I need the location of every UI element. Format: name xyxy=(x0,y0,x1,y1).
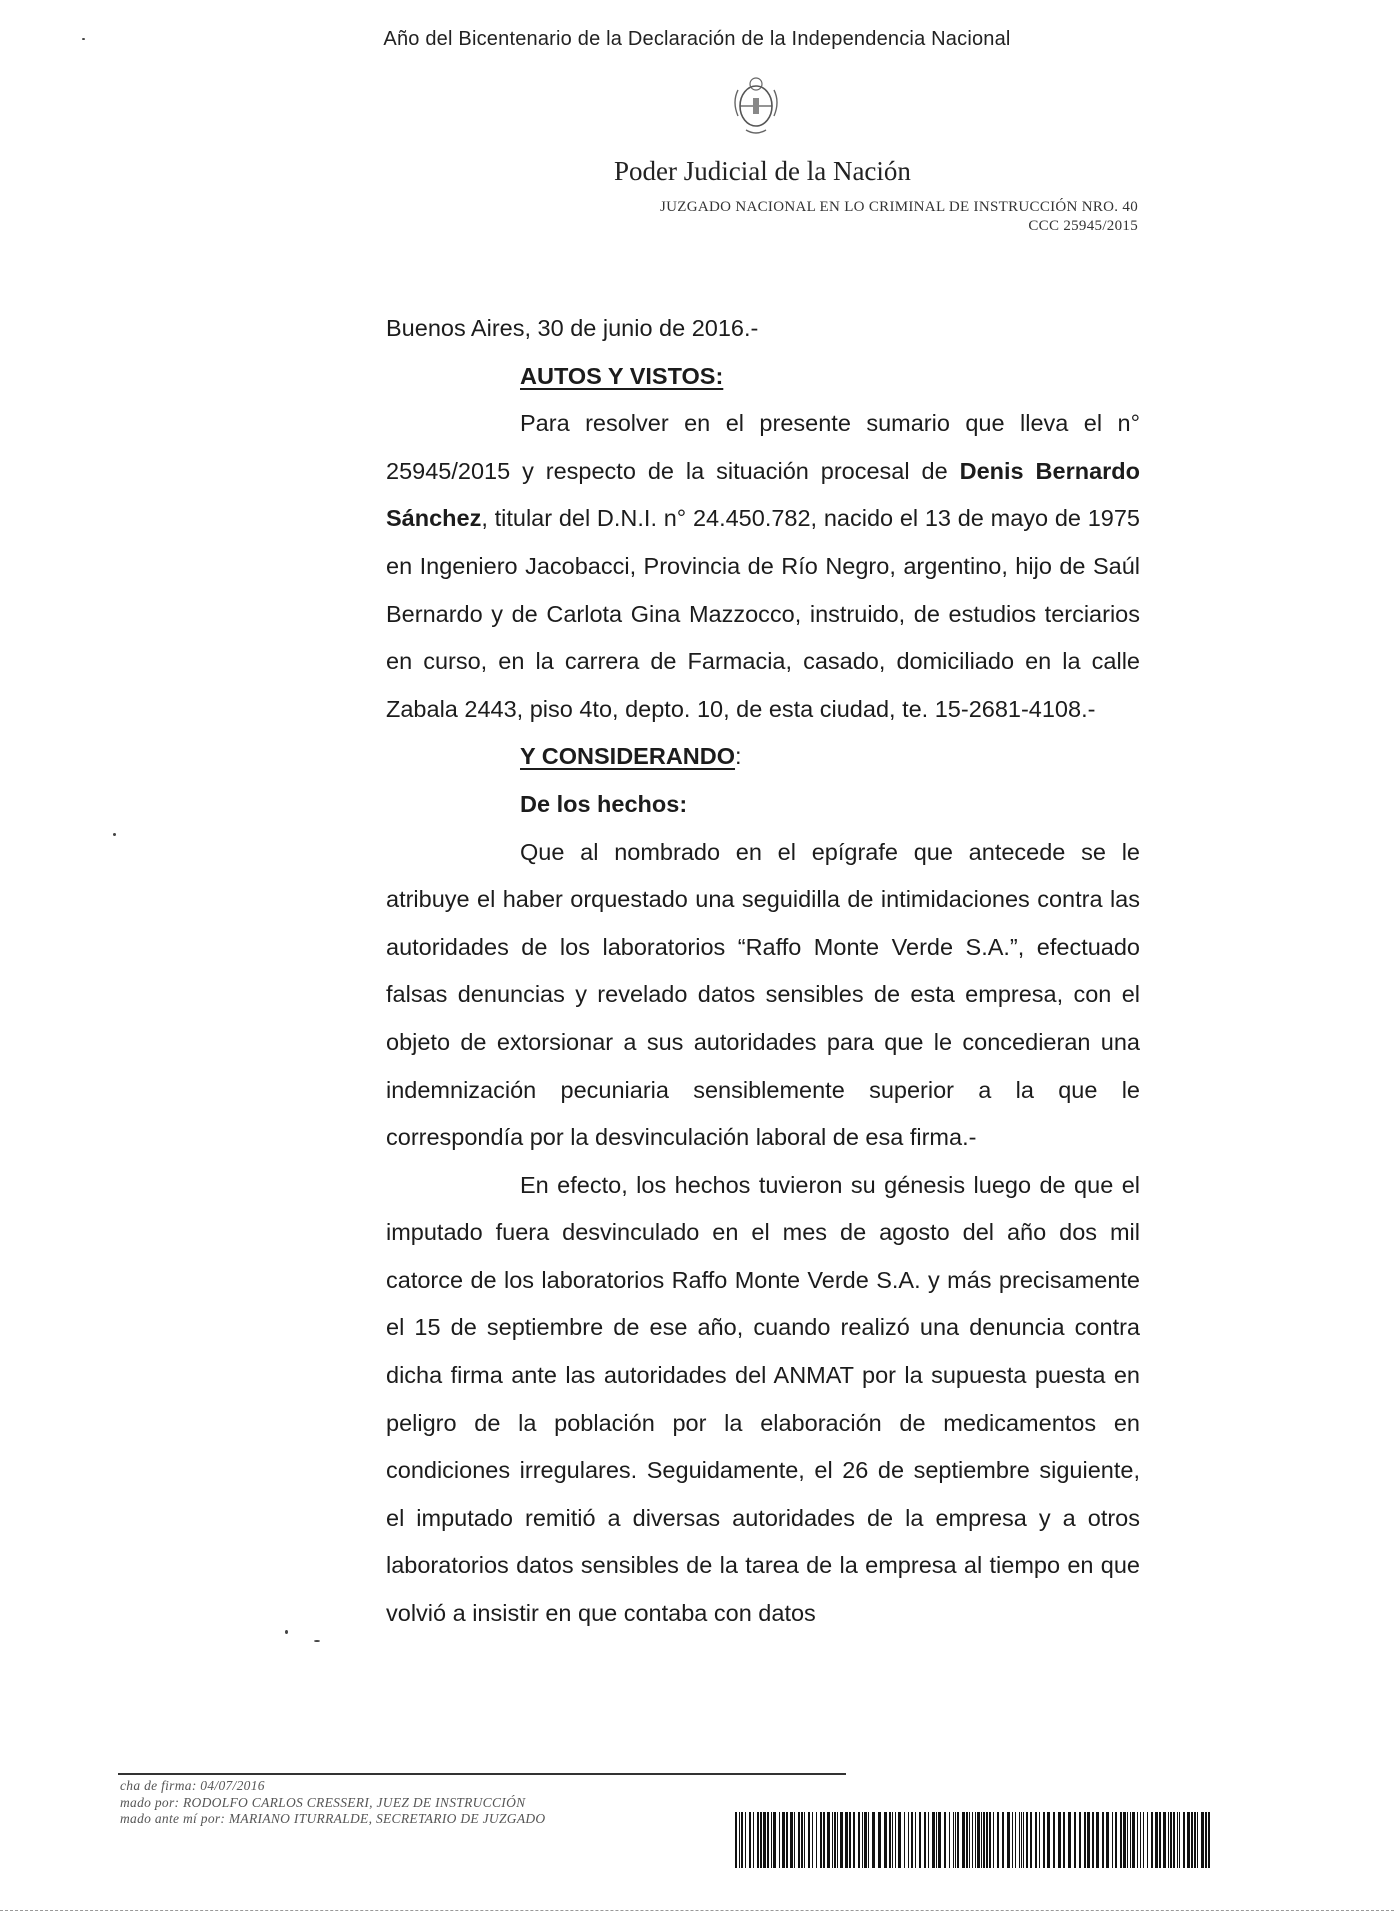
barcode-bar xyxy=(763,1812,766,1868)
barcode-bar xyxy=(1132,1812,1135,1868)
barcode-bar xyxy=(749,1812,751,1868)
barcode-bar xyxy=(1205,1812,1207,1868)
barcode-bar xyxy=(1147,1812,1148,1868)
barcode-bar xyxy=(1194,1812,1196,1868)
barcode-bar xyxy=(1023,1812,1024,1868)
barcode-bar xyxy=(1173,1812,1175,1868)
barcode-bar xyxy=(1074,1812,1076,1868)
barcode-bar xyxy=(1112,1812,1113,1868)
barcode-bar xyxy=(808,1812,810,1868)
barcode-bar xyxy=(1019,1812,1020,1868)
signature-date: cha de firma: 04/07/2016 xyxy=(120,1778,265,1793)
barcode-bar xyxy=(1096,1812,1099,1868)
barcode-bar xyxy=(915,1812,916,1868)
barcode-bar xyxy=(1140,1812,1141,1868)
barcode-bar xyxy=(936,1812,937,1868)
barcode-bar xyxy=(949,1812,950,1868)
barcode-bar xyxy=(981,1812,982,1868)
page-bottom-edge xyxy=(0,1910,1394,1912)
barcode-bar xyxy=(986,1812,988,1868)
barcode-bar xyxy=(1021,1812,1022,1868)
barcode-bar xyxy=(837,1812,838,1868)
signature-divider xyxy=(118,1773,846,1775)
bicentenario-heading: Año del Bicentenario de la Declaración de la Independencia Nacional xyxy=(383,28,1011,50)
barcode-bar xyxy=(962,1812,965,1868)
barcode-bar xyxy=(760,1812,762,1868)
scan-speck xyxy=(82,38,85,40)
barcode-bar xyxy=(771,1812,772,1868)
barcode-bar xyxy=(858,1812,860,1868)
barcode-bar xyxy=(966,1812,968,1868)
barcode-bar xyxy=(1063,1812,1065,1868)
barcode-bar xyxy=(957,1812,959,1868)
barcode-bar xyxy=(878,1812,881,1868)
barcode-bar xyxy=(1187,1812,1190,1868)
barcode-bar xyxy=(1087,1812,1090,1868)
barcode-bar xyxy=(1177,1812,1178,1868)
barcode-bar xyxy=(1092,1812,1094,1868)
barcode-bar xyxy=(919,1812,921,1868)
barcode-bar xyxy=(820,1812,822,1868)
barcode-bar xyxy=(786,1812,788,1868)
barcode-bar xyxy=(872,1812,875,1868)
barcode-bar xyxy=(1035,1812,1037,1868)
defendant-name: Denis Bernardo Sánchez xyxy=(386,457,1140,532)
barcode-bar xyxy=(834,1812,836,1868)
barcode-bar xyxy=(1130,1812,1131,1868)
autos-heading: AUTOS Y VISTOS: xyxy=(520,362,724,389)
barcode-bar xyxy=(853,1812,855,1868)
barcode-bar xyxy=(975,1812,976,1868)
court-block xyxy=(660,198,1138,236)
barcode-bar xyxy=(1053,1812,1055,1868)
barcode-bar xyxy=(1170,1812,1172,1868)
barcode-bar xyxy=(1026,1812,1028,1868)
barcode-bar xyxy=(794,1812,795,1868)
barcode-bar xyxy=(1183,1812,1185,1868)
barcode-bar xyxy=(904,1812,905,1868)
barcode-bar xyxy=(862,1812,863,1868)
barcode-bar xyxy=(739,1812,740,1868)
paragraph-efecto: En efecto, los hechos tuvieron su génesis luego de que el imputado fuera desvinculado en el mes de agosto del año dos mil catorce de los laboratorios Raffo Monte Verde S.A. y más precisamente el 15 de septiembre de ese año, cuando realizó una denuncia contra dicha firma ante las autoridades del ANMAT por la supuesta puesta en peligro de la población por la elaboración de medicamentos en condiciones irregulares. Seguidamente, el 26 de septiembre siguiente, el imputado remitió a diversas autoridades de la empresa y a otros laboratorios datos sensibles de la tarea de la empresa al tiempo en que volvió a insistir en que contaba con datos xyxy=(386,1171,1140,1627)
barcode-bar xyxy=(779,1812,780,1868)
barcode-bar xyxy=(895,1812,896,1868)
barcode-bar xyxy=(989,1812,991,1868)
barcode-bar xyxy=(983,1812,985,1868)
barcode-bar xyxy=(1191,1812,1193,1868)
signature-block xyxy=(120,1778,545,1828)
barcode-bar xyxy=(1039,1812,1040,1868)
barcode-bar xyxy=(1137,1812,1138,1868)
barcode-bar xyxy=(745,1812,746,1868)
hechos-heading: De los hechos: xyxy=(520,790,688,817)
paragraph-autos: Para resolver en el presente sumario que lleva el n° 25945/2015 y respecto de la situación procesal de Denis Bernardo Sánchez, titular del D.N.I. n° 24.450.782, nacido el 13 de mayo de 1975 en Ingeniero Jacobacci, Provincia de Río Negro, argentino, hijo de Saúl Bernardo y de Carlota Gina Mazzocco, instruido, de estudios terciarios en curso, en la carrera de Farmacia, casado, domiciliado en la calle Zabala 2443, piso 4to, depto. 10, de esta ciudad, te. 15-2681-4108.- xyxy=(386,410,1140,722)
barcode-bar xyxy=(1043,1812,1045,1868)
barcode-bar xyxy=(1168,1812,1169,1868)
barcode-bar xyxy=(1163,1812,1166,1868)
barcode-bar xyxy=(944,1812,946,1868)
barcode-bar xyxy=(832,1812,833,1868)
barcode-bar xyxy=(884,1812,887,1868)
barcode-bar xyxy=(741,1812,743,1868)
barcode-bar xyxy=(1058,1812,1061,1868)
barcode-bar xyxy=(889,1812,891,1868)
barcode-bar xyxy=(892,1812,893,1868)
court-name: JUZGADO NACIONAL EN LO CRIMINAL DE INSTRUCCIÓN NRO. 40 xyxy=(660,199,1138,215)
institution-name: Poder Judicial de la Nación xyxy=(614,156,911,186)
barcode-bar xyxy=(955,1812,956,1868)
barcode-bar xyxy=(1155,1812,1158,1868)
barcode-bar xyxy=(993,1812,994,1868)
barcode-bar xyxy=(840,1812,843,1868)
barcode-bar xyxy=(845,1812,848,1868)
barcode-bar xyxy=(1068,1812,1071,1868)
considerando-heading: Y CONSIDERANDO: xyxy=(520,743,742,770)
barcode-bar xyxy=(997,1812,999,1868)
scan-speck xyxy=(285,1630,288,1634)
barcode-bar xyxy=(1102,1812,1104,1868)
barcode-bar xyxy=(977,1812,980,1868)
barcode-bar xyxy=(1159,1812,1161,1868)
barcode-bar xyxy=(938,1812,941,1868)
barcode-bar xyxy=(1127,1812,1128,1868)
barcode-bar xyxy=(782,1812,785,1868)
barcode-icon xyxy=(735,1812,1215,1868)
barcode-bar xyxy=(953,1812,954,1868)
barcode-bar xyxy=(1208,1812,1210,1868)
barcode-bar xyxy=(898,1812,901,1868)
barcode-bar xyxy=(827,1812,830,1868)
barcode-bar xyxy=(864,1812,867,1868)
barcode-bar xyxy=(932,1812,935,1868)
barcode-bar xyxy=(972,1812,973,1868)
barcode-bar xyxy=(1151,1812,1153,1868)
case-number: CCC 25945/2015 xyxy=(1028,218,1138,234)
barcode-bar xyxy=(1179,1812,1180,1868)
barcode-bar xyxy=(753,1812,754,1868)
barcode-bar xyxy=(823,1812,825,1868)
barcode-bar xyxy=(868,1812,869,1868)
signed-before: mado ante mí por: MARIANO ITURRALDE, SECRETARIO DE JUZGADO xyxy=(120,1811,546,1826)
barcode-bar xyxy=(1079,1812,1081,1868)
scan-speck xyxy=(314,1640,320,1642)
barcode-bar xyxy=(804,1812,805,1868)
barcode-bar xyxy=(1030,1812,1032,1868)
barcode-bar xyxy=(1106,1812,1109,1868)
barcode-bar xyxy=(1143,1812,1144,1868)
argentine-coat-of-arms-icon xyxy=(726,72,786,142)
barcode-bar xyxy=(773,1812,776,1868)
barcode-bar xyxy=(1047,1812,1050,1868)
barcode-bar xyxy=(757,1812,759,1868)
scan-speck xyxy=(113,833,116,836)
barcode-bar xyxy=(816,1812,817,1868)
barcode-bar xyxy=(911,1812,913,1868)
barcode-bar xyxy=(1002,1812,1004,1868)
barcode-bar xyxy=(1123,1812,1126,1868)
barcode-bar xyxy=(1007,1812,1010,1868)
signed-by: mado por: RODOLFO CARLOS CRESSERI, JUEZ DE INSTRUCCIÓN xyxy=(120,1794,526,1810)
barcode-bar xyxy=(801,1812,803,1868)
barcode-bar xyxy=(1015,1812,1016,1868)
barcode-bar xyxy=(1197,1812,1198,1868)
barcode-bar xyxy=(1012,1812,1013,1868)
barcode-bar xyxy=(767,1812,769,1868)
barcode-bar xyxy=(790,1812,793,1868)
barcode-bar xyxy=(798,1812,800,1868)
barcode-bar xyxy=(908,1812,909,1868)
barcode-bar xyxy=(1084,1812,1086,1868)
date-line: Buenos Aires, 30 de junio de 2016.- xyxy=(386,315,759,341)
barcode-bar xyxy=(812,1812,813,1868)
barcode-bar xyxy=(1120,1812,1122,1868)
barcode-bar xyxy=(1201,1812,1204,1868)
barcode-bar xyxy=(969,1812,970,1868)
barcode-bar xyxy=(1115,1812,1117,1868)
resolution-body xyxy=(386,305,1140,1638)
barcode-bar xyxy=(849,1812,851,1868)
barcode-bar xyxy=(928,1812,929,1868)
barcode-bar xyxy=(735,1812,737,1868)
barcode-bar xyxy=(924,1812,926,1868)
paragraph-hechos: Que al nombrado en el epígrafe que antecede se le atribuye el haber orquestado una seguidilla de intimidaciones contra las autoridades de los laboratorios “Raffo Monte Verde S.A.”, efectuado falsas denuncias y revelado datos sensibles de esta empresa, con el objeto de extorsionar a sus autoridades para que le concedieran una indemnización pecuniaria sensiblemente superior a la que le correspondía por la desvinculación laboral de esa firma.- xyxy=(386,838,1140,1151)
